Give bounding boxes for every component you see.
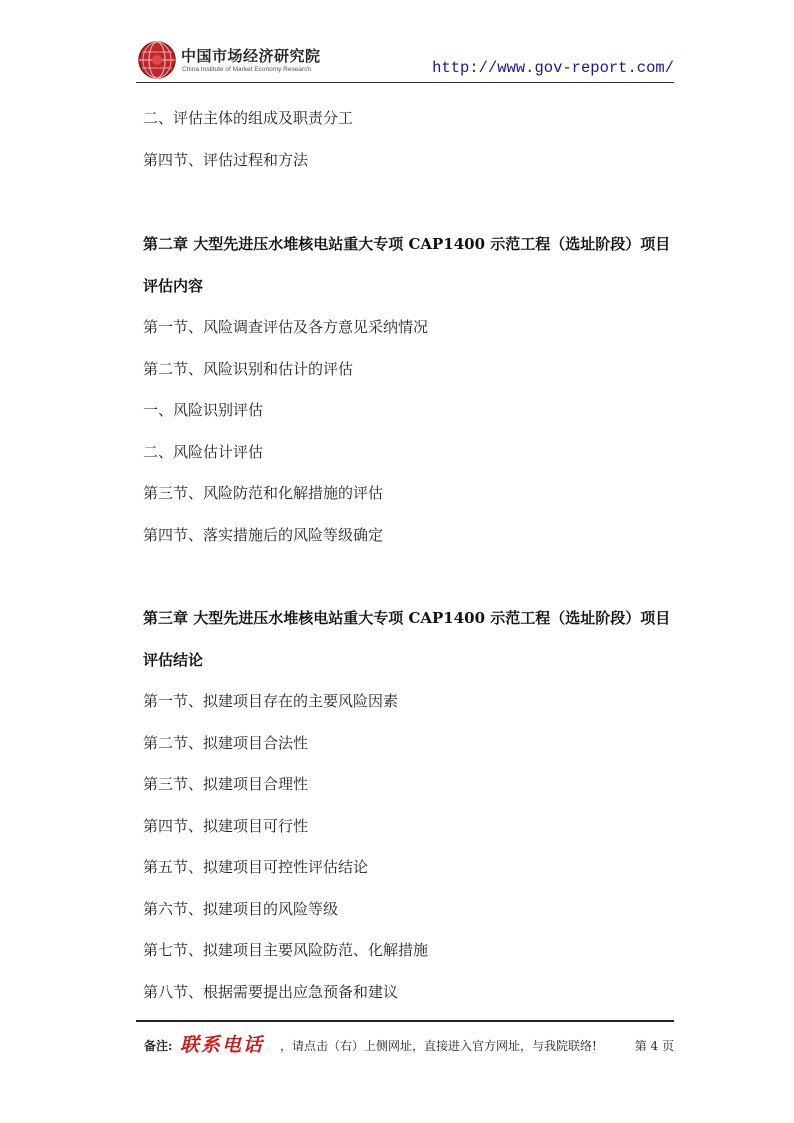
toc-line: 第一节、风险调查评估及各方意见采纳情况	[143, 318, 429, 336]
toc-line: 第二节、拟建项目合法性	[143, 734, 309, 752]
toc-line: 第四节、评估过程和方法	[143, 151, 309, 169]
toc-line: 第一节、拟建项目存在的主要风险因素	[143, 692, 399, 710]
toc-line: 第三节、拟建项目合理性	[143, 775, 309, 793]
footer-note-text: ，请点击（右）上侧网址，直接进入官方网址，与我院联络!	[280, 1039, 597, 1053]
hotline-link[interactable]: 联系电话	[180, 1034, 265, 1056]
toc-line: 二、风险估计评估	[143, 443, 264, 461]
site-url-link[interactable]: http://www.gov-report.com/	[432, 59, 674, 77]
toc-line: 第五节、拟建项目可控性评估结论	[143, 858, 369, 876]
toc-line: 一、风险识别评估	[143, 401, 264, 419]
chapter-heading: 第三章 大型先进压水堆核电站重大专项 CAP1400 示范工程（选址阶段）项目	[143, 609, 671, 627]
chapter-heading-cont: 评估结论	[143, 651, 204, 669]
chapter-heading: 第二章 大型先进压水堆核电站重大专项 CAP1400 示范工程（选址阶段）项目	[143, 235, 671, 253]
toc-line: 第七节、拟建项目主要风险防范、化解措施	[143, 941, 429, 959]
toc-line: 第四节、拟建项目可行性	[143, 817, 309, 835]
toc-line: 第六节、拟建项目的风险等级	[143, 900, 339, 918]
page-number: 第 4 页	[634, 1039, 674, 1053]
toc-line: 第四节、落实措施后的风险等级确定	[143, 526, 384, 544]
chapter-heading-cont: 评估内容	[143, 277, 204, 295]
org-name-cn: 中国市场经济研究院	[181, 47, 321, 65]
footer-note-label: 备注:	[144, 1039, 173, 1053]
toc-line: 二、评估主体的组成及职责分工	[143, 109, 354, 127]
org-name-en: China Institute of Market Economy Research	[182, 66, 311, 73]
toc-line: 第三节、风险防范和化解措施的评估	[143, 484, 384, 502]
toc-line: 第八节、根据需要提出应急预备和建议	[143, 983, 399, 1001]
page-footer	[144, 1031, 674, 1055]
header-divider	[136, 82, 674, 83]
footer-divider	[136, 1020, 674, 1022]
globe-emblem-icon	[137, 40, 177, 80]
page-header	[0, 0, 794, 90]
toc-line: 第二节、风险识别和估计的评估	[143, 360, 354, 378]
